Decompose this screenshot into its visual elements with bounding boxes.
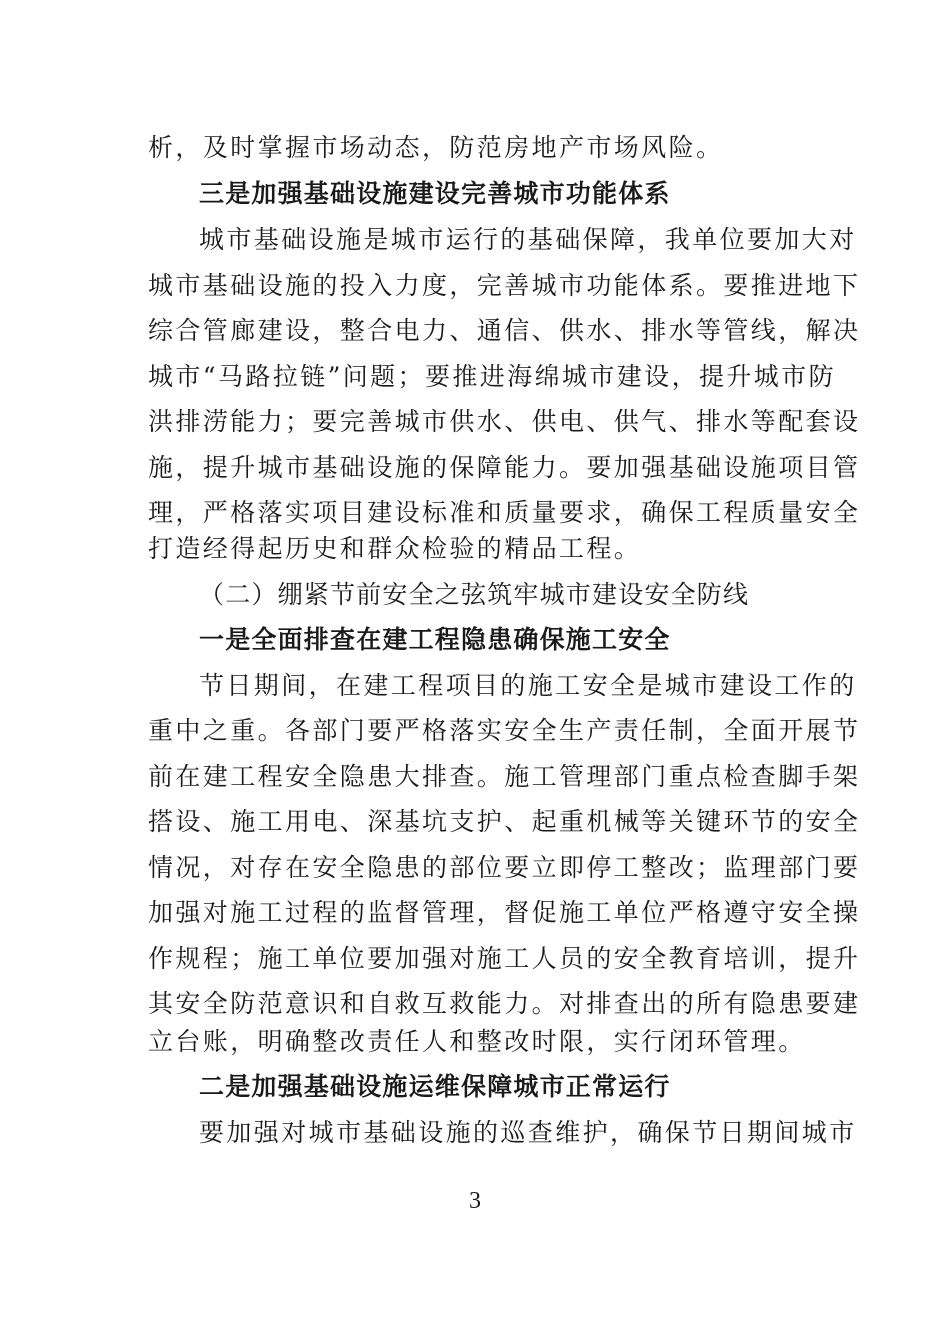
paragraph-line: 情况，对存在安全隐患的部位要立即停工整改；监理部门要	[148, 853, 861, 882]
paragraph-line: 立台账，明确整改责任人和整改时限，实行闭环管理。	[148, 1027, 806, 1056]
paragraph-line: 施，提升城市基础设施的保障能力。要加强基础设施项目管	[148, 453, 861, 482]
paragraph-line: 节日期间，在建工程项目的施工安全是城市建设工作的	[199, 671, 857, 700]
paragraph-line: 要加强对城市基础设施的巡查维护，确保节日期间城市	[199, 1118, 857, 1147]
paragraph-line: 城市基础设施的投入力度，完善城市功能体系。要推进地下	[148, 271, 861, 300]
paragraph-line: 理，严格落实项目建设标准和质量要求，确保工程质量安全	[148, 498, 861, 527]
paragraph-line: 打造经得起历史和群众检验的精品工程。	[148, 534, 642, 563]
paragraph-line: 作规程；施工单位要加强对施工人员的安全教育培训，提升	[148, 944, 861, 973]
paragraph-line: 城市“马路拉链”问题；要推进海绵城市建设，提升城市防	[148, 362, 836, 391]
page-number: 3	[469, 1188, 481, 1214]
paragraph-line: 洪排涝能力；要完善城市供水、供电、供气、排水等配套设	[148, 407, 861, 436]
paragraph-line: 前在建工程安全隐患大排查。施工管理部门重点检查脚手架	[148, 762, 861, 791]
paragraph-line: 综合管廊建设，整合电力、通信、供水、排水等管线，解决	[148, 316, 861, 345]
section-heading: （二）绷紧节前安全之弦筑牢城市建设安全防线	[199, 580, 750, 609]
paragraph-line: 加强对施工过程的监督管理，督促施工单位严格遵守安全操	[148, 898, 861, 927]
subheading-construction-safety: 一是全面排查在建工程隐患确保施工安全	[199, 625, 671, 654]
paragraph-line: 其安全防范意识和自救互救能力。对排查出的所有隐患要建	[148, 989, 861, 1018]
subheading-infrastructure: 三是加强基础设施建设完善城市功能体系	[199, 179, 671, 208]
paragraph-line: 搭设、施工用电、深基坑支护、起重机械等关键环节的安全	[148, 807, 861, 836]
paragraph-line: 重中之重。各部门要严格落实安全生产责任制，全面开展节	[148, 716, 861, 745]
subheading-maintenance: 二是加强基础设施运维保障城市正常运行	[199, 1072, 671, 1101]
paragraph-line: 析，及时掌握市场动态，防范房地产市场风险。	[148, 133, 724, 162]
paragraph-line: 城市基础设施是城市运行的基础保障，我单位要加大对	[199, 225, 857, 254]
